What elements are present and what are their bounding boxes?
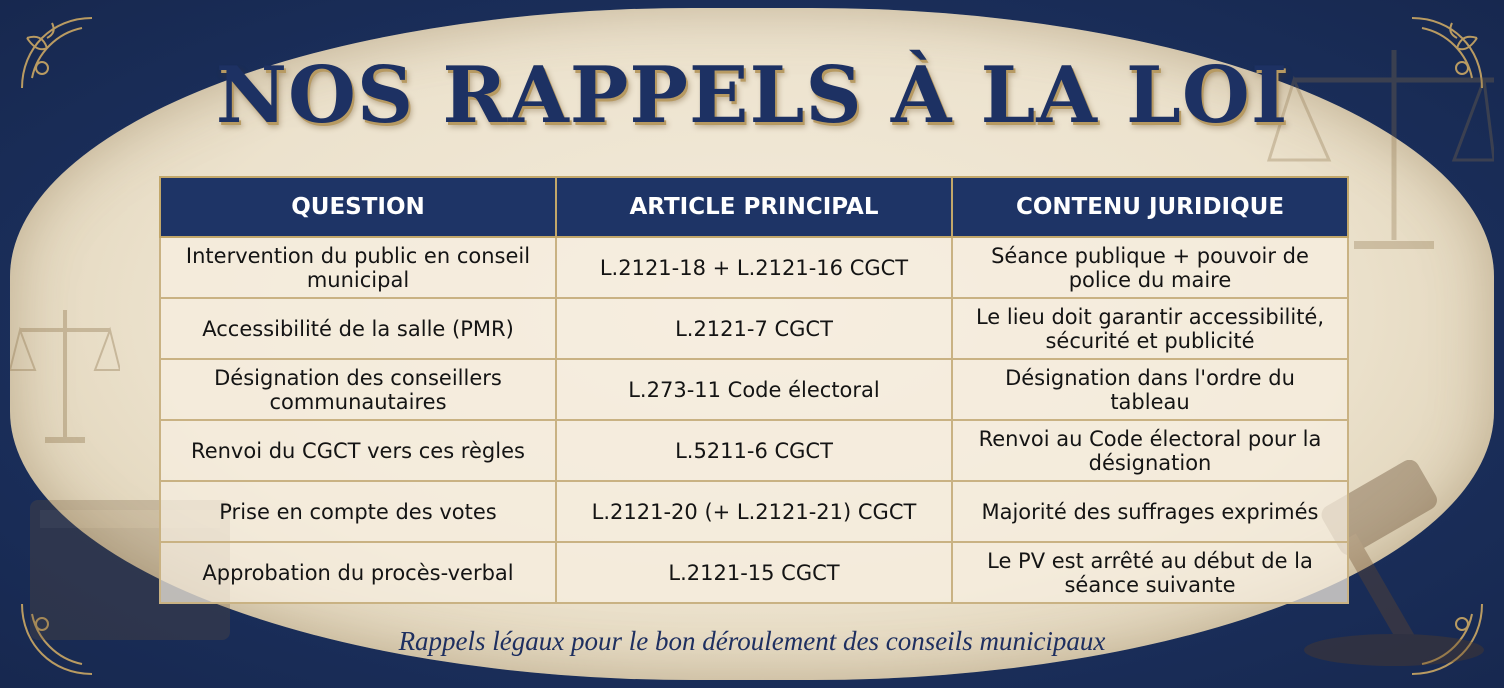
- cell-article: L.2121-20 (+ L.2121-21) CGCT: [556, 481, 952, 542]
- table-row: [160, 542, 1348, 603]
- page-title: NOS RAPPELS À LA LOI: [215, 50, 1289, 141]
- cell-question: Accessibilité de la salle (PMR): [160, 298, 556, 359]
- cell-question: Prise en compte des votes: [160, 481, 556, 542]
- column-header-article: ARTICLE PRINCIPAL: [556, 177, 952, 237]
- table-row: [160, 298, 1348, 359]
- table-row: [160, 359, 1348, 420]
- cell-content: Le PV est arrêté au début de la séance suivante: [952, 542, 1348, 603]
- table-row: [160, 420, 1348, 481]
- table-header-row: [160, 177, 1348, 237]
- cell-article: L.273-11 Code électoral: [556, 359, 952, 420]
- cell-article: L.2121-18 + L.2121-16 CGCT: [556, 237, 952, 298]
- column-header-content: CONTENU JURIDIQUE: [952, 177, 1348, 237]
- column-header-question: QUESTION: [160, 177, 556, 237]
- legal-reminders-table: [159, 176, 1349, 604]
- scales-of-justice-icon: [10, 300, 120, 450]
- footer-caption: Rappels légaux pour le bon déroulement des conseils municipaux: [398, 626, 1106, 656]
- table-row: [160, 481, 1348, 542]
- cell-article: L.2121-15 CGCT: [556, 542, 952, 603]
- cell-question: Approbation du procès-verbal: [160, 542, 556, 603]
- cell-content: Le lieu doit garantir accessibilité, sécurité et publicité: [952, 298, 1348, 359]
- cell-content: Majorité des suffrages exprimés: [952, 481, 1348, 542]
- cell-content: Désignation dans l'ordre du tableau: [952, 359, 1348, 420]
- cell-content: Renvoi au Code électoral pour la désignation: [952, 420, 1348, 481]
- cell-question: Intervention du public en conseil municipal: [160, 237, 556, 298]
- cell-content: Séance publique + pouvoir de police du maire: [952, 237, 1348, 298]
- cell-question: Renvoi du CGCT vers ces règles: [160, 420, 556, 481]
- table-row: [160, 237, 1348, 298]
- cell-question: Désignation des conseillers communautaires: [160, 359, 556, 420]
- cell-article: L.5211-6 CGCT: [556, 420, 952, 481]
- cell-article: L.2121-7 CGCT: [556, 298, 952, 359]
